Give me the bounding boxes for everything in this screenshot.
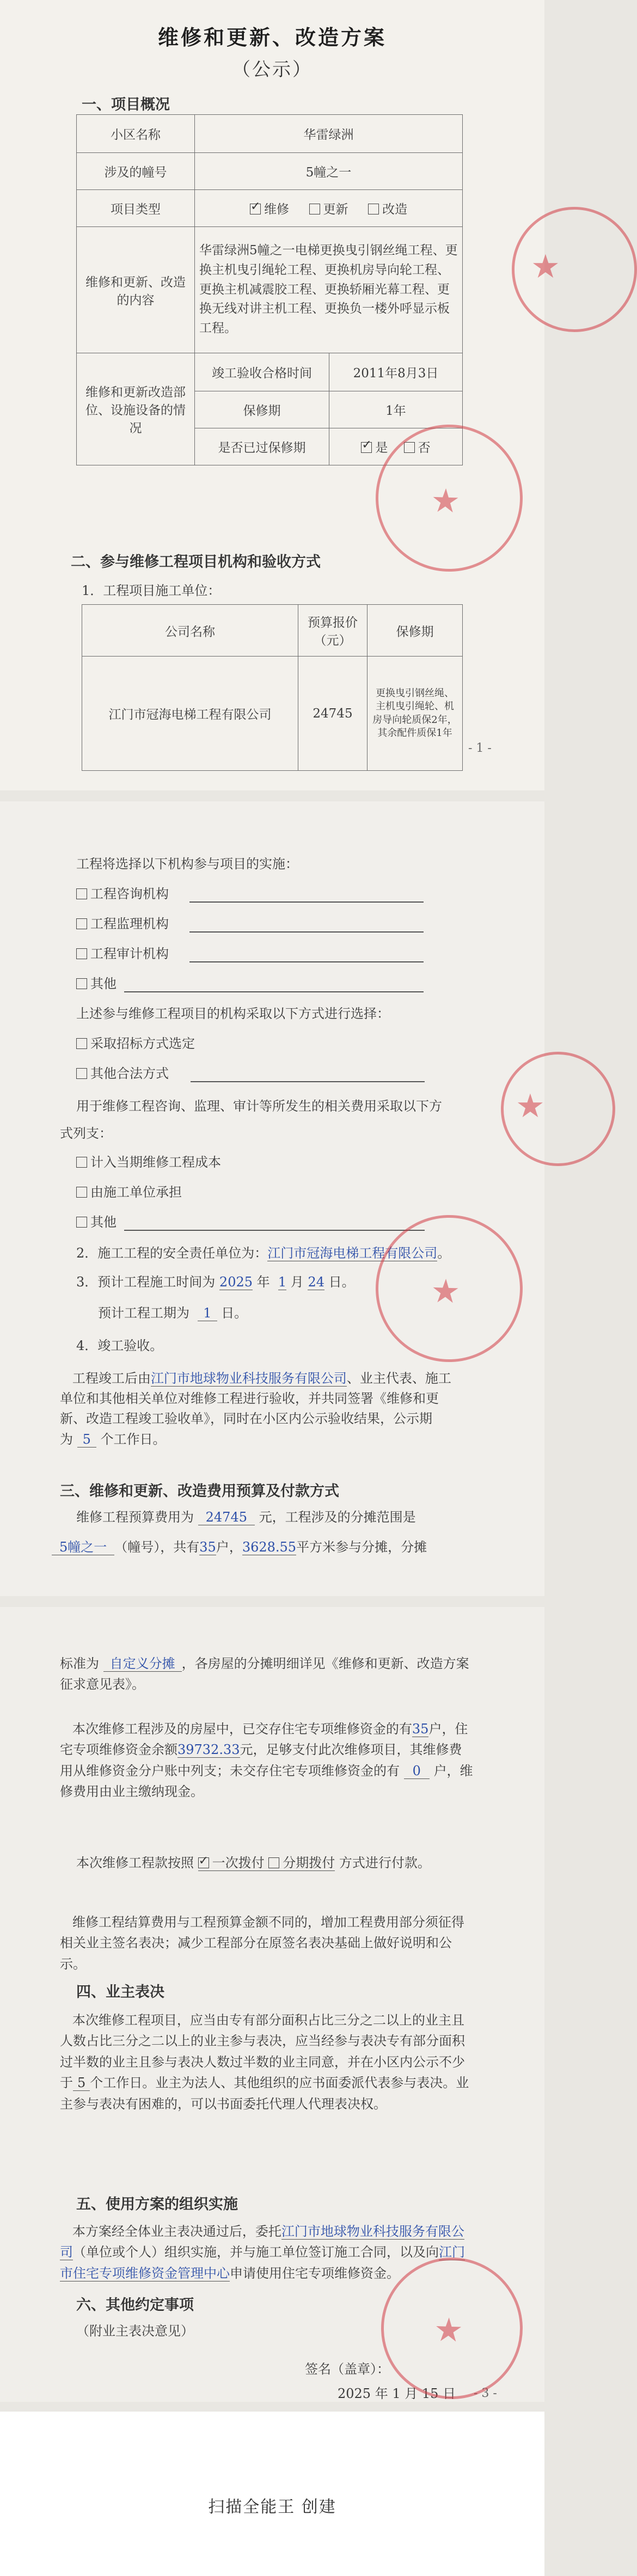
allocation-rest: ，各房屋的分摊明细详见《维修和更新、改造方案征求意见表》。 xyxy=(60,1656,469,1692)
document-title: 维修和更新、改造方案 xyxy=(157,25,387,50)
page-1 xyxy=(0,0,560,790)
label-content: 维修和更新、改造的内容 xyxy=(77,227,195,353)
item-2-label: 2．施工工程的安全责任单位为： xyxy=(76,1246,268,1261)
section-3-heading: 三、维修和更新、改造费用预算及付款方式 xyxy=(60,1483,339,1500)
header-price: 预算报价（元） xyxy=(298,605,367,657)
section-4-heading: 四、业主表决 xyxy=(76,1984,164,2001)
fee-option-cost-label: 计入当期维修工程成本 xyxy=(90,1155,221,1170)
underline-fee-other xyxy=(124,1230,425,1231)
org-supervision xyxy=(76,916,169,933)
option-update: 更新 xyxy=(323,203,348,217)
official-seal-2: ★ xyxy=(355,404,543,592)
checkbox-update xyxy=(309,204,320,214)
checkbox-bidding xyxy=(76,1038,87,1049)
option-yes: 是 xyxy=(375,441,388,455)
org-other-label: 其他 xyxy=(90,976,117,991)
label-project-type: 项目类型 xyxy=(77,190,195,227)
checkbox-installment xyxy=(268,1857,279,1868)
label-community: 小区名称 xyxy=(77,115,195,153)
payment-method xyxy=(76,1855,431,1872)
page-number-1: - 1 - xyxy=(468,741,492,755)
checkbox-fee-other xyxy=(76,1217,87,1228)
acceptance-paragraph xyxy=(60,1369,463,1450)
checkbox-other-org xyxy=(76,978,87,989)
org-consulting-label: 工程咨询机构 xyxy=(90,886,169,901)
checkbox-fee-cost xyxy=(76,1157,87,1168)
section-5-heading: 五、使用方案的组织实施 xyxy=(76,2196,238,2213)
checkbox-maintenance xyxy=(250,204,261,214)
warranty-terms: 更换曳引钢丝绳、主机曳引绳轮、机房导向轮质保2年，其余配件质保1年 xyxy=(367,657,463,771)
checkbox-other-method xyxy=(76,1068,87,1079)
payment-label: 本次维修工程款按照 xyxy=(76,1855,194,1870)
vote-period-days: 5 xyxy=(73,2075,90,2091)
page-2 xyxy=(0,801,544,1596)
option-renovation: 改造 xyxy=(382,203,408,217)
allocation-standard xyxy=(60,1653,474,1695)
settlement-text: 维修工程结算费用与工程预算金额不同的，增加工程费用部分须征得相关业主签名表决；减少工程部分在原签名表决基础上做好说明和公示。 xyxy=(60,1915,464,1972)
budget-line-2 xyxy=(52,1539,427,1556)
header-company: 公司名称 xyxy=(82,605,298,657)
value-community: 华雷绿洲 xyxy=(195,115,463,153)
fee-intro-line-1: 用于维修工程咨询、监理、审计等所发生的相关费用采取以下方 xyxy=(76,1099,442,1114)
label-building: 涉及的幢号 xyxy=(77,153,195,190)
selection-bidding xyxy=(76,1035,195,1052)
value-acceptance-date: 2011年8月3日 xyxy=(329,353,463,391)
contractor-table xyxy=(82,604,463,771)
selection-bidding-label: 采取招标方式选定 xyxy=(90,1036,195,1051)
acceptance-body: 表、施工单位和其他相关单位对维修工程进行验收，并共同签署《维修和更新、改造工程竣工验收单》，同时在小区内公示验收 xyxy=(60,1371,451,1427)
fee-option-contractor-label: 由施工单位承担 xyxy=(90,1185,182,1200)
acceptance-rest: 、业主代 xyxy=(346,1371,399,1386)
official-seal-1: ★ xyxy=(512,207,637,332)
vote-rest: 个工作日。业主为法人、其他组织的应书面委派代表参与表决。业主参与表决有困难的，可以书面委托代理人代理表决权。 xyxy=(60,2075,469,2112)
item-4-acceptance: 4．竣工验收。 xyxy=(76,1338,163,1353)
label-facility-status: 维修和更新改造部位、设施设备的情况 xyxy=(77,353,195,465)
selection-method-intro: 上述参与维修工程项目的机构采取以下方式进行选择： xyxy=(76,1006,390,1021)
acceptance-period-label: 结果，公示期为 xyxy=(60,1411,432,1447)
item-3-duration xyxy=(98,1305,247,1322)
underline-audit xyxy=(189,961,424,962)
budget-amount: 24745 xyxy=(198,1510,255,1525)
scope-building: 5幢之一 xyxy=(52,1540,114,1555)
fee-option-other xyxy=(76,1214,117,1231)
header-warranty: 保修期 xyxy=(367,605,463,657)
payment-options xyxy=(198,1855,335,1871)
scope-area: 3628.55 xyxy=(242,1540,297,1555)
project-type-options xyxy=(195,190,463,227)
option-installment: 分期拨付 xyxy=(283,1855,335,1870)
unpaid-rest: 户，维修费用由业主缴纳现金。 xyxy=(60,1763,473,1800)
scanner-watermark: 扫描全能王 创建 xyxy=(208,2498,336,2517)
budget-scope-label: 元，工程涉及的分摊范围是 xyxy=(259,1510,416,1525)
fund-balance-rest: 元，足够支付此次维修项目，其维修费用从维修资金分户账中列支；未交存住宅专项维修资金的有 xyxy=(60,1742,462,1778)
fee-option-other-label: 其他 xyxy=(90,1215,117,1230)
checkbox-yes xyxy=(361,442,372,453)
checkbox-fee-contractor xyxy=(76,1187,87,1198)
option-maintenance: 维修 xyxy=(264,203,289,217)
page-number-3: - 3 - xyxy=(474,2387,497,2400)
unpaid-households: 0 xyxy=(404,1763,430,1779)
underline-other-method xyxy=(191,1081,425,1082)
budget-line-1 xyxy=(76,1509,416,1526)
fee-option-contractor xyxy=(76,1184,182,1201)
allocation-label: 标准为 xyxy=(60,1656,99,1671)
vote-paragraph xyxy=(60,2010,474,2114)
payment-rest: 方式进行付款。 xyxy=(339,1855,431,1870)
official-seal-5: ★ xyxy=(361,2237,542,2419)
underline-supervision xyxy=(189,931,424,933)
org-intro: 工程将选择以下机构参与项目的实施： xyxy=(76,856,298,872)
fund-intro: 本次维修工程涉及的房屋中，已交存住宅专项维修资金的有 xyxy=(72,1721,412,1737)
checkbox-lump-sum xyxy=(198,1857,209,1868)
fund-management-center: 江门市住宅专项维修资金管理中心 xyxy=(60,2244,465,2281)
official-seal-3: ★ xyxy=(501,1052,615,1166)
checkbox-consulting xyxy=(76,888,87,899)
checkbox-audit xyxy=(76,948,87,959)
org-audit-label: 工程审计机构 xyxy=(90,946,169,961)
official-seal-4: ★ xyxy=(355,1194,543,1383)
label-warranty: 保修期 xyxy=(195,391,329,428)
underline-other-org xyxy=(124,991,424,992)
company-name: 江门市冠海电梯工程有限公司 xyxy=(82,657,298,771)
value-warranty: 1年 xyxy=(329,391,463,428)
duration-label: 预计工程工期为 xyxy=(98,1305,189,1321)
page-3 xyxy=(0,1607,544,2402)
checkbox-supervision xyxy=(76,918,87,929)
project-overview-table xyxy=(76,114,463,465)
org-supervision-label: 工程监理机构 xyxy=(90,916,169,931)
fee-option-cost xyxy=(76,1154,221,1171)
start-day: 24 xyxy=(308,1274,324,1290)
fund-balance-label: ，住宅专项维修资金余额 xyxy=(60,1721,468,1758)
acceptance-period-suffix: 个工作日。 xyxy=(100,1431,166,1447)
selection-other xyxy=(76,1065,169,1082)
start-day-suffix: 日。 xyxy=(328,1274,355,1290)
fund-paragraph xyxy=(60,1719,474,1802)
org-consulting xyxy=(76,886,169,903)
underline-consulting xyxy=(189,901,424,903)
item-3-schedule: 3．预计工程施工时间为 2025 年 1 月 24 日。 xyxy=(76,1274,355,1290)
budget-label: 维修工程预算费用为 xyxy=(76,1510,194,1525)
signature-date: 2025 年 1 月 15 日 xyxy=(338,2386,456,2401)
fund-balance: 39732.33 xyxy=(177,1742,240,1758)
org-audit xyxy=(76,946,169,962)
option-no: 否 xyxy=(418,441,431,455)
option-lump-sum: 一次拨付 xyxy=(212,1855,265,1870)
implementation-organizer: 江门市地球物业科技服务有限公司 xyxy=(60,2224,464,2260)
budget-price: 24745 xyxy=(298,657,367,771)
scope-households-suffix: 户， xyxy=(216,1540,242,1555)
settlement-paragraph xyxy=(60,1912,474,1974)
label-warranty-expired: 是否已过保修期 xyxy=(195,428,329,465)
section-1-heading: 一、项目概况 xyxy=(82,96,170,113)
org-other xyxy=(76,976,117,992)
start-month: 1 xyxy=(278,1274,287,1290)
selection-other-label: 其他合法方式 xyxy=(90,1066,169,1081)
item-1-contractor: 1．工程项目施工单位： xyxy=(82,583,221,598)
scope-building-suffix: （幢号），共有 xyxy=(114,1540,200,1555)
section-6-heading: 六、其他约定事项 xyxy=(76,2297,194,2314)
duration-suffix: 日。 xyxy=(221,1305,248,1321)
safety-unit: 江门市冠海电梯工程有限公司 xyxy=(267,1246,438,1261)
acceptance-prefix: 工程竣工后由 xyxy=(72,1371,151,1386)
item-3-label: 3．预计工程施工时间为 xyxy=(76,1274,216,1290)
scope-households: 35 xyxy=(199,1540,216,1555)
implementation-end: 申请使用住宅专项维修资金。 xyxy=(230,2265,400,2281)
section-2-heading: 二、参与维修工程项目机构和验收方式 xyxy=(71,554,321,571)
checkbox-renovation xyxy=(368,204,379,214)
fund-households: 35 xyxy=(412,1721,429,1737)
allocation-method: 自定义分摊 xyxy=(103,1656,182,1672)
start-year: 2025 xyxy=(219,1274,253,1290)
fund-households-suffix: 户 xyxy=(428,1721,442,1737)
acceptance-period-days: 5 xyxy=(77,1432,96,1448)
attachment-note: （附业主表决意见） xyxy=(76,2323,194,2339)
value-building: 5幢之一 xyxy=(195,153,463,190)
scope-area-suffix: 平方米参与分摊，分摊 xyxy=(296,1540,427,1555)
signature-label: 签名（盖章）： xyxy=(305,2362,390,2377)
label-acceptance-date: 竣工验收合格时间 xyxy=(195,353,329,391)
duration-days: 1 xyxy=(198,1305,217,1321)
implementation-rest: （单位或个人）组织实施，并与施工单位签订施工合同，以及向 xyxy=(73,2244,439,2260)
acceptance-organizer: 江门市地球物业科技服务有限公司 xyxy=(150,1371,347,1386)
implementation-prefix: 本方案经全体业主表决通过后，委托 xyxy=(72,2224,281,2239)
value-content: 华雷绿洲5幢之一电梯更换曳引钢丝绳工程、更换主机曳引绳轮工程、更换机房导向轮工程、更换主机减震胶工程、更换轿厢光幕工程、更换无线对讲主机工程、更换负一楼外呼显示板工程。 xyxy=(195,227,463,353)
fee-intro-line-2: 式列支： xyxy=(60,1126,112,1141)
vote-text: 本次维修工程项目，应当由专有部分面积占比三分之二以上的业主且人数占比三分之二以上的业主参与表决，应当经参与表决专有部分面积过半数的业主且参与表决人数过半数的业主同意，并在小区内公示不少于 xyxy=(60,2013,465,2091)
document-subtitle: （公示） xyxy=(232,59,313,81)
item-2-safety: 2．施工工程的安全责任单位为：江门市冠海电梯工程有限公司。 xyxy=(76,1246,451,1261)
